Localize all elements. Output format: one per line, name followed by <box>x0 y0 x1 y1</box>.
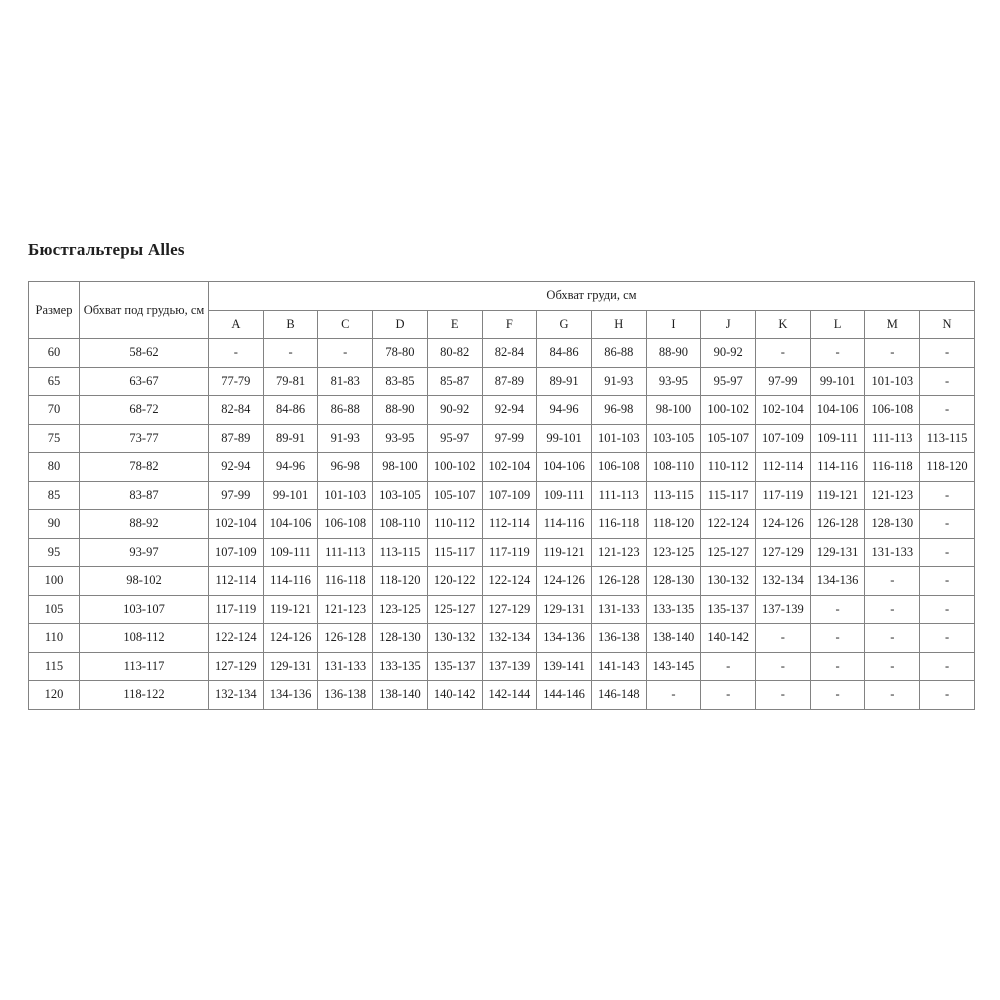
cup-cell: 125-127 <box>701 538 756 567</box>
cup-cell: 83-85 <box>373 367 428 396</box>
cup-cell: - <box>920 510 975 539</box>
table-row <box>29 681 975 710</box>
cup-cell: - <box>920 481 975 510</box>
underbust-cell: 108-112 <box>80 624 209 653</box>
cup-cell: 120-122 <box>427 567 482 596</box>
cup-column-header: A <box>209 310 264 339</box>
cup-cell: 138-140 <box>646 624 701 653</box>
cup-cell: - <box>701 652 756 681</box>
cup-cell: 110-112 <box>427 510 482 539</box>
cup-cell: 97-99 <box>756 367 811 396</box>
table-row <box>29 481 975 510</box>
cup-cell: 91-93 <box>318 424 373 453</box>
cup-cell: - <box>810 681 865 710</box>
cup-cell: 124-126 <box>756 510 811 539</box>
table-row <box>29 538 975 567</box>
cup-cell: 134-136 <box>537 624 592 653</box>
cup-cell: 117-119 <box>756 481 811 510</box>
cup-cell: 124-126 <box>263 624 318 653</box>
cup-cell: 92-94 <box>209 453 264 482</box>
cup-cell: 136-138 <box>318 681 373 710</box>
cup-cell: 129-131 <box>810 538 865 567</box>
cup-cell: 108-110 <box>373 510 428 539</box>
cup-cell: 133-135 <box>373 652 428 681</box>
cup-cell: 112-114 <box>756 453 811 482</box>
table-row <box>29 339 975 368</box>
size-cell: 110 <box>29 624 80 653</box>
size-cell: 85 <box>29 481 80 510</box>
cup-cell: 112-114 <box>482 510 537 539</box>
cup-cell: 91-93 <box>591 367 646 396</box>
cup-cell: 99-101 <box>537 424 592 453</box>
cup-cell: - <box>756 652 811 681</box>
cup-cell: 94-96 <box>537 396 592 425</box>
cup-cell: - <box>756 681 811 710</box>
cup-cell: 102-104 <box>756 396 811 425</box>
cup-cell: 116-118 <box>865 453 920 482</box>
cup-cell: - <box>920 367 975 396</box>
size-cell: 100 <box>29 567 80 596</box>
cup-cell: 115-117 <box>427 538 482 567</box>
cup-cell: 137-139 <box>482 652 537 681</box>
cup-cell: 87-89 <box>209 424 264 453</box>
cup-column-header: J <box>701 310 756 339</box>
size-cell: 80 <box>29 453 80 482</box>
cup-cell: 92-94 <box>482 396 537 425</box>
cup-cell: 113-115 <box>646 481 701 510</box>
cup-cell: 127-129 <box>209 652 264 681</box>
cup-cell: - <box>701 681 756 710</box>
cup-cell: 130-132 <box>701 567 756 596</box>
cup-cell: 132-134 <box>756 567 811 596</box>
cup-cell: 114-116 <box>263 567 318 596</box>
cup-cell: 106-108 <box>591 453 646 482</box>
cup-cell: 132-134 <box>482 624 537 653</box>
cup-cell: 82-84 <box>209 396 264 425</box>
cup-cell: 93-95 <box>373 424 428 453</box>
underbust-cell: 93-97 <box>80 538 209 567</box>
cup-cell: 87-89 <box>482 367 537 396</box>
cup-cell: 102-104 <box>482 453 537 482</box>
cup-cell: 121-123 <box>865 481 920 510</box>
cup-cell: 104-106 <box>537 453 592 482</box>
cup-cell: 104-106 <box>810 396 865 425</box>
cup-cell: 100-102 <box>701 396 756 425</box>
cup-cell: 118-120 <box>920 453 975 482</box>
underbust-cell: 63-67 <box>80 367 209 396</box>
underbust-column-header: Обхват под грудью, см <box>80 282 209 339</box>
underbust-cell: 118-122 <box>80 681 209 710</box>
cup-cell: 95-97 <box>427 424 482 453</box>
cup-cell: 128-130 <box>865 510 920 539</box>
cup-cell: 107-109 <box>209 538 264 567</box>
cup-cell: 86-88 <box>591 339 646 368</box>
cup-cell: 109-111 <box>263 538 318 567</box>
underbust-cell: 68-72 <box>80 396 209 425</box>
cup-cell: - <box>865 339 920 368</box>
cup-cell: - <box>810 595 865 624</box>
cup-cell: 84-86 <box>537 339 592 368</box>
cup-cell: 126-128 <box>810 510 865 539</box>
cup-cell: 89-91 <box>537 367 592 396</box>
cup-cell: 135-137 <box>701 595 756 624</box>
cup-cell: 100-102 <box>427 453 482 482</box>
cup-column-header: L <box>810 310 865 339</box>
bust-group-header: Обхват груди, см <box>209 282 975 311</box>
cup-cell: 111-113 <box>591 481 646 510</box>
cup-cell: 118-120 <box>646 510 701 539</box>
cup-cell: 126-128 <box>318 624 373 653</box>
cup-cell: 119-121 <box>263 595 318 624</box>
size-cell: 90 <box>29 510 80 539</box>
cup-cell: 134-136 <box>263 681 318 710</box>
cup-cell: 135-137 <box>427 652 482 681</box>
cup-cell: 129-131 <box>263 652 318 681</box>
cup-cell: 123-125 <box>646 538 701 567</box>
cup-cell: 98-100 <box>373 453 428 482</box>
table-row <box>29 510 975 539</box>
cup-cell: 107-109 <box>756 424 811 453</box>
cup-cell: - <box>920 567 975 596</box>
cup-cell: 132-134 <box>209 681 264 710</box>
cup-cell: 144-146 <box>537 681 592 710</box>
cup-cell: 114-116 <box>810 453 865 482</box>
cup-cell: 99-101 <box>810 367 865 396</box>
cup-cell: 113-115 <box>920 424 975 453</box>
cup-cell: - <box>865 652 920 681</box>
cup-cell: 142-144 <box>482 681 537 710</box>
cup-cell: 90-92 <box>427 396 482 425</box>
cup-cell: 131-133 <box>318 652 373 681</box>
cup-cell: - <box>756 624 811 653</box>
cup-cell: 109-111 <box>537 481 592 510</box>
cup-cell: 128-130 <box>646 567 701 596</box>
underbust-cell: 88-92 <box>80 510 209 539</box>
cup-cell: 117-119 <box>482 538 537 567</box>
cup-cell: 98-100 <box>646 396 701 425</box>
cup-cell: - <box>810 652 865 681</box>
cup-cell: 141-143 <box>591 652 646 681</box>
underbust-cell: 83-87 <box>80 481 209 510</box>
cup-cell: 122-124 <box>482 567 537 596</box>
cup-cell: 97-99 <box>482 424 537 453</box>
cup-cell: 143-145 <box>646 652 701 681</box>
cup-cell: 136-138 <box>591 624 646 653</box>
cup-cell: 130-132 <box>427 624 482 653</box>
cup-cell: 108-110 <box>646 453 701 482</box>
size-cell: 95 <box>29 538 80 567</box>
underbust-cell: 58-62 <box>80 339 209 368</box>
cup-cell: 101-103 <box>591 424 646 453</box>
size-cell: 75 <box>29 424 80 453</box>
cup-column-header: D <box>373 310 428 339</box>
cup-cell: 94-96 <box>263 453 318 482</box>
cup-cell: 125-127 <box>427 595 482 624</box>
cup-cell: 77-79 <box>209 367 264 396</box>
size-column-header: Размер <box>29 282 80 339</box>
cup-column-header: M <box>865 310 920 339</box>
cup-cell: 81-83 <box>318 367 373 396</box>
cup-cell: 84-86 <box>263 396 318 425</box>
cup-cell: 139-141 <box>537 652 592 681</box>
cup-cell: - <box>865 681 920 710</box>
cup-cell: 99-101 <box>263 481 318 510</box>
cup-cell: 93-95 <box>646 367 701 396</box>
cup-cell: 88-90 <box>646 339 701 368</box>
cup-cell: 133-135 <box>646 595 701 624</box>
underbust-cell: 78-82 <box>80 453 209 482</box>
cup-cell: 113-115 <box>373 538 428 567</box>
cup-column-header: B <box>263 310 318 339</box>
cup-cell: - <box>263 339 318 368</box>
table-header <box>29 282 975 339</box>
underbust-cell: 103-107 <box>80 595 209 624</box>
cup-cell: 105-107 <box>427 481 482 510</box>
cup-cell: 96-98 <box>318 453 373 482</box>
cup-column-header: K <box>756 310 811 339</box>
cup-cell: 116-118 <box>591 510 646 539</box>
cup-cell: 89-91 <box>263 424 318 453</box>
cup-cell: 107-109 <box>482 481 537 510</box>
cup-cell: 82-84 <box>482 339 537 368</box>
cup-cell: 102-104 <box>209 510 264 539</box>
cup-cell: 126-128 <box>591 567 646 596</box>
table-row <box>29 424 975 453</box>
cup-cell: 115-117 <box>701 481 756 510</box>
cup-cell: - <box>209 339 264 368</box>
cup-cell: - <box>646 681 701 710</box>
underbust-cell: 113-117 <box>80 652 209 681</box>
cup-cell: - <box>920 538 975 567</box>
cup-cell: - <box>810 624 865 653</box>
cup-cell: - <box>865 624 920 653</box>
cup-cell: 129-131 <box>537 595 592 624</box>
cup-cell: 80-82 <box>427 339 482 368</box>
cup-cell: 137-139 <box>756 595 811 624</box>
cup-cell: 119-121 <box>810 481 865 510</box>
cup-column-header: I <box>646 310 701 339</box>
cup-cell: - <box>920 595 975 624</box>
cup-column-header: C <box>318 310 373 339</box>
size-cell: 70 <box>29 396 80 425</box>
cup-cell: 110-112 <box>701 453 756 482</box>
cup-cell: 140-142 <box>427 681 482 710</box>
cup-cell: 119-121 <box>537 538 592 567</box>
cup-cell: 122-124 <box>209 624 264 653</box>
table-row <box>29 453 975 482</box>
cup-cell: - <box>318 339 373 368</box>
table-row <box>29 595 975 624</box>
size-cell: 65 <box>29 367 80 396</box>
underbust-cell: 73-77 <box>80 424 209 453</box>
cup-cell: 128-130 <box>373 624 428 653</box>
cup-cell: 97-99 <box>209 481 264 510</box>
cup-cell: 122-124 <box>701 510 756 539</box>
cup-cell: 111-113 <box>865 424 920 453</box>
table-row <box>29 624 975 653</box>
cup-cell: 146-148 <box>591 681 646 710</box>
cup-cell: - <box>810 339 865 368</box>
cup-cell: 127-129 <box>756 538 811 567</box>
size-cell: 120 <box>29 681 80 710</box>
cup-cell: 96-98 <box>591 396 646 425</box>
cup-cell: 85-87 <box>427 367 482 396</box>
cup-cell: 127-129 <box>482 595 537 624</box>
cup-cell: 109-111 <box>810 424 865 453</box>
header-row-top <box>29 282 975 311</box>
cup-cell: 124-126 <box>537 567 592 596</box>
underbust-cell: 98-102 <box>80 567 209 596</box>
cup-column-header: G <box>537 310 592 339</box>
cup-cell: 121-123 <box>318 595 373 624</box>
cup-cell: 131-133 <box>865 538 920 567</box>
cup-cell: 118-120 <box>373 567 428 596</box>
cup-column-header: H <box>591 310 646 339</box>
cup-cell: 117-119 <box>209 595 264 624</box>
cup-column-header: N <box>920 310 975 339</box>
cup-cell: 134-136 <box>810 567 865 596</box>
cup-cell: 106-108 <box>318 510 373 539</box>
cup-cell: 101-103 <box>318 481 373 510</box>
cup-cell: - <box>865 567 920 596</box>
cup-cell: 140-142 <box>701 624 756 653</box>
cup-cell: 106-108 <box>865 396 920 425</box>
cup-column-header: E <box>427 310 482 339</box>
cup-cell: 103-105 <box>646 424 701 453</box>
table-row <box>29 652 975 681</box>
cup-cell: 105-107 <box>701 424 756 453</box>
cup-cell: 90-92 <box>701 339 756 368</box>
size-cell: 105 <box>29 595 80 624</box>
cup-cell: 86-88 <box>318 396 373 425</box>
cup-cell: 103-105 <box>373 481 428 510</box>
cup-cell: - <box>920 681 975 710</box>
cup-cell: 111-113 <box>318 538 373 567</box>
bra-size-table <box>28 281 975 710</box>
cup-cell: 95-97 <box>701 367 756 396</box>
table-body <box>29 339 975 710</box>
cup-cell: 112-114 <box>209 567 264 596</box>
size-cell: 60 <box>29 339 80 368</box>
cup-cell: 116-118 <box>318 567 373 596</box>
cup-cell: - <box>865 595 920 624</box>
cup-cell: - <box>920 339 975 368</box>
cup-cell: 123-125 <box>373 595 428 624</box>
cup-cell: - <box>920 624 975 653</box>
cup-cell: 104-106 <box>263 510 318 539</box>
size-cell: 115 <box>29 652 80 681</box>
cup-cell: 78-80 <box>373 339 428 368</box>
cup-cell: - <box>920 652 975 681</box>
table-row <box>29 567 975 596</box>
page-title: Бюстгальтеры Alles <box>28 240 185 259</box>
cup-cell: 114-116 <box>537 510 592 539</box>
cup-cell: 138-140 <box>373 681 428 710</box>
cup-cell: 101-103 <box>865 367 920 396</box>
table-row <box>29 367 975 396</box>
cup-column-header: F <box>482 310 537 339</box>
cup-cell: - <box>756 339 811 368</box>
cup-cell: 121-123 <box>591 538 646 567</box>
cup-cell: - <box>920 396 975 425</box>
table-row <box>29 396 975 425</box>
cup-cell: 79-81 <box>263 367 318 396</box>
cup-cell: 88-90 <box>373 396 428 425</box>
cup-cell: 131-133 <box>591 595 646 624</box>
